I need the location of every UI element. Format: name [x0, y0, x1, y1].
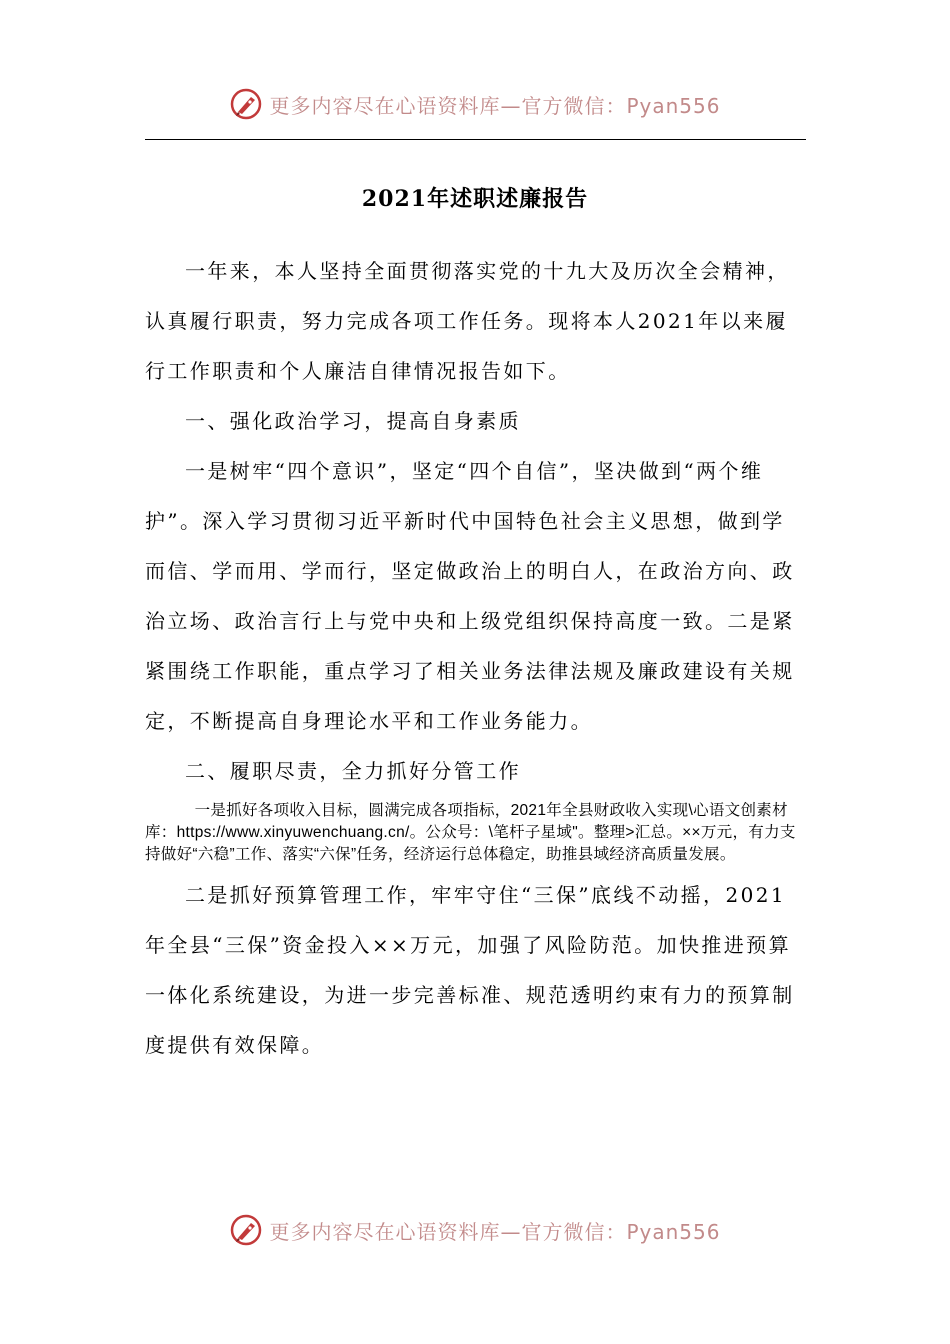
paragraph-intro: 一年来，本人坚持全面贯彻落实党的十九大及历次全会精神，认真履行职责，努力完成各项工作任务。现将本人2021年以来履行工作职责和个人廉洁自律情况报告如下。 — [145, 259, 790, 383]
header-watermark — [0, 84, 950, 124]
section-heading-1: 一、强化政治学习，提高自身素质 — [185, 409, 521, 433]
header-divider — [145, 139, 806, 140]
paragraph-budget: 二是抓好预算管理工作，牢牢守住“三保”底线不动摇，2021年全县“三保”资金投入××万元，加强了风险防范。加快推进预算一体化系统建设，为进一步完善标准、规范透明约束有力的预算制度提供有效保障。 — [145, 883, 795, 1057]
watermark-text: 更多内容尽在心语资料库—官方微信：Pyan556 — [269, 1219, 721, 1244]
section-heading-2: 二、履职尽责，全力抓好分管工作 — [185, 759, 521, 783]
document-title: 2021年述职述廉报告 — [361, 186, 589, 212]
pen-nib-logo-icon — [229, 1213, 263, 1247]
paragraph-revenue-insert: 一是抓好各项收入目标，圆满完成各项指标，2021年全县财政收入实现\心语文创素材库：https://www.xinyuwenchuang.cn/。公众号：\笔杆子星域"。整理>汇总。××万元，有力支持做好“六稳”工作、落实“六保”任务，经济运行总体稳定，助推县域经济高质量发展。 — [145, 802, 796, 863]
footer-watermark — [0, 1210, 950, 1250]
paragraph-section-1: 一是树牢“四个意识”，坚定“四个自信”，坚决做到“两个维护”。深入学习贯彻习近平新时代中国特色社会主义思想，做到学而信、学而用、学而行，坚定做政治上的明白人，在政治方向、政治立场、政治言行上与党中央和上级党组织保持高度一致。二是紧紧围绕工作职能，重点学习了相关业务法律法规及廉政建设有关规定，不断提高自身理论水平和工作业务能力。 — [145, 459, 795, 733]
watermark-text: 更多内容尽在心语资料库—官方微信：Pyan556 — [269, 93, 721, 118]
pen-nib-logo-icon — [229, 87, 263, 121]
document-body — [145, 246, 805, 1070]
